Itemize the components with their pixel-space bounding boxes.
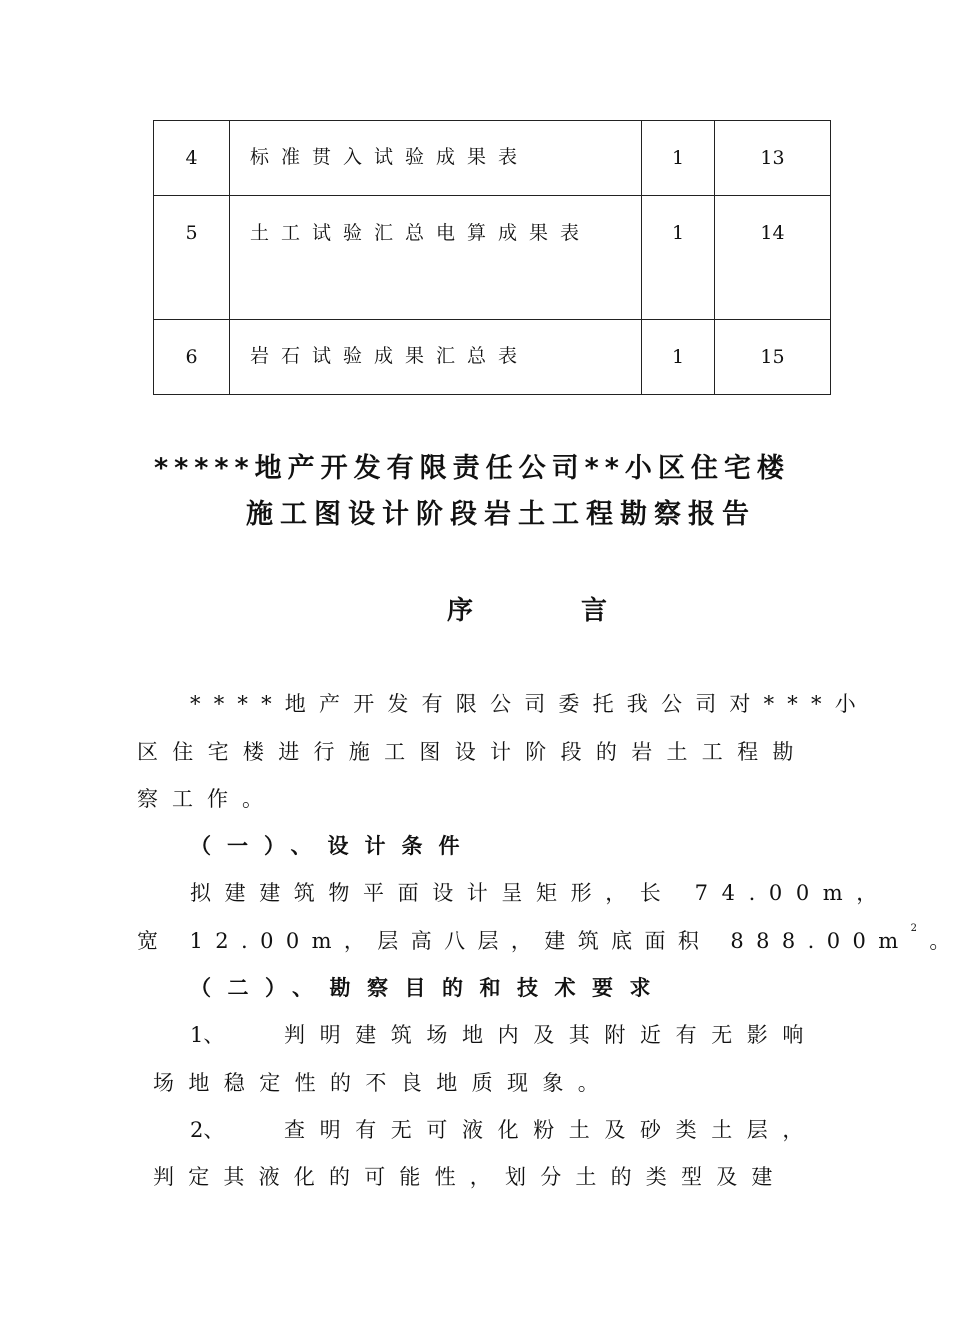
report-title-line-2: 施工图设计阶段岩土工程勘察报告 (246, 499, 756, 530)
section-heading-1: （一）、设计条件 (190, 834, 476, 858)
table-row (154, 121, 831, 196)
item-2-number: 2、 (190, 1118, 225, 1142)
section-heading-2: （二）、勘察目的和技术要求 (190, 976, 667, 1000)
paragraph-2-line-2 (137, 925, 963, 955)
row-number: 6 (154, 320, 230, 395)
row-page: 14 (715, 196, 831, 320)
paragraph-1-line-3: 察工作。 (137, 787, 277, 811)
table-row (154, 196, 831, 320)
superscript-exponent: 2 (910, 923, 930, 934)
paragraph-2-line-2-text: 宽 12.00m，层高八层，建筑底面积 888.00m (137, 929, 911, 953)
row-page: 13 (715, 121, 831, 196)
attachment-table (153, 120, 831, 395)
item-2-line-2: 判定其液化的可能性，划分土的类型及建 (153, 1165, 787, 1189)
row-name: 标准贯入试验成果表 (230, 121, 642, 196)
item-1-number: 1、 (190, 1023, 225, 1047)
item-1-line-1: 判明建筑场地内及其附近有无影响 (284, 1023, 818, 1047)
paragraph-2-line-2-end: 。 (929, 929, 963, 953)
preface-char-2: 言 (581, 596, 608, 626)
preface-heading (447, 590, 607, 627)
row-count: 1 (642, 320, 715, 395)
row-name: 土工试验汇总电算成果表 (230, 196, 642, 320)
report-title-line-1: *****地产开发有限责任公司**小区住宅楼 (154, 453, 790, 484)
row-page: 15 (715, 320, 831, 395)
table-row (154, 320, 831, 395)
paragraph-1-line-2: 区住宅楼进行施工图设计阶段的岩土工程勘 (137, 740, 808, 764)
paragraph-1-line-1: ****地产开发有限公司委托我公司对***小 (190, 692, 869, 716)
item-2-line-1: 查明有无可液化粉土及砂类土层， (284, 1118, 818, 1142)
row-count: 1 (642, 121, 715, 196)
row-number: 5 (154, 196, 230, 320)
row-number: 4 (154, 121, 230, 196)
row-name: 岩石试验成果汇总表 (230, 320, 642, 395)
paragraph-2-line-1: 拟建建筑物平面设计呈矩形，长 74.00m， (190, 881, 891, 905)
item-1-line-2: 场地稳定性的不良地质现象。 (153, 1071, 614, 1095)
preface-char-1: 序 (447, 596, 474, 626)
row-count: 1 (642, 196, 715, 320)
